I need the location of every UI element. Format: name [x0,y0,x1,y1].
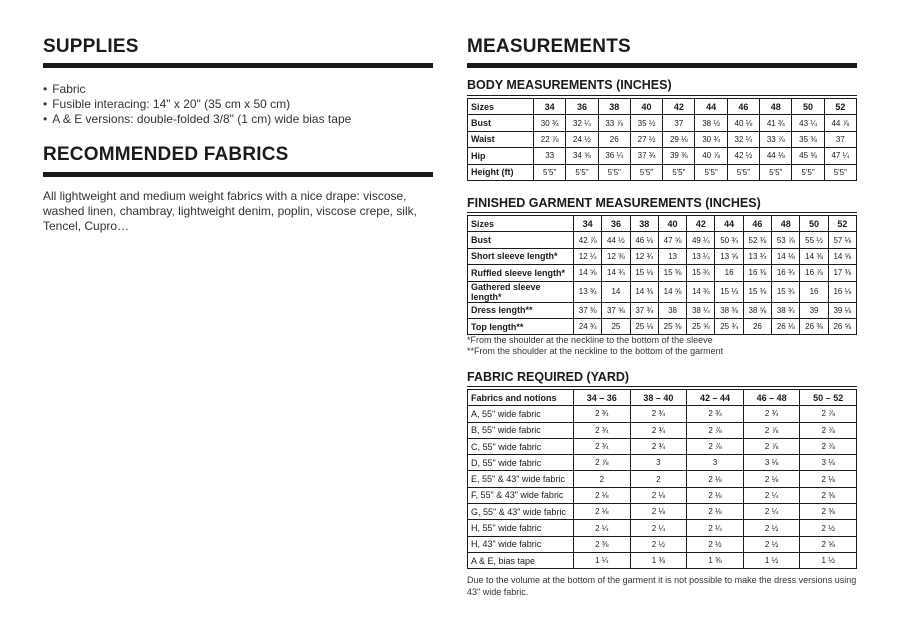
table-cell: 27 ½ [630,131,662,147]
table-cell: 45 ⅝ [792,148,824,164]
table-cell: 15 ⅛ [715,281,743,302]
table-cell: 57 ⅛ [828,232,856,248]
header-size: 44 [715,216,743,232]
table-row [468,422,857,438]
table-cell: 38 ⅜ [715,302,743,318]
row-label: Dress length** [468,302,574,318]
table-row [468,302,857,318]
table-cell: 42 ½ [727,148,759,164]
table-cell: 38 ¼ [687,302,715,318]
table-row [468,232,857,248]
measurements-title: MEASUREMENTS [467,36,631,57]
table-cell: 13 ¾ [574,281,602,302]
table-cell: 38 ½ [695,115,727,131]
table-cell: 38 ⅝ [743,302,771,318]
supplies-title: SUPPLIES [43,36,139,57]
table-cell: 2 ½ [800,520,857,536]
table-cell: 2 ⅞ [800,438,857,454]
measurements-rule [467,63,857,68]
table-cell: 32 ¼ [566,115,598,131]
table-cell: 25 ⅝ [687,318,715,334]
table-cell: 5'5" [695,164,727,180]
table-cell: 30 ¾ [695,131,727,147]
table-cell: 5'5" [598,164,630,180]
body-measurements-table [467,98,857,181]
table-cell: 5'5" [792,164,824,180]
table-cell: 1 ⅜ [630,552,687,568]
table-cell: 5'5" [663,164,695,180]
table-cell: 26 ⅛ [772,318,800,334]
table-cell: 13 ¾ [743,248,771,264]
table-cell: 46 ⅛ [630,232,658,248]
table-cell: 39 [800,302,828,318]
table-cell: 2 ⅞ [687,438,744,454]
table-cell: 37 ⅜ [574,302,602,318]
header-size: 42 – 44 [687,390,744,406]
table-cell: 2 ⅛ [687,471,744,487]
header-size: 38 [630,216,658,232]
table-cell: 26 [743,318,771,334]
table-cell: 2 ¼ [743,487,800,503]
table-cell: 2 ¾ [574,438,631,454]
header-size: 40 [630,99,662,115]
table-cell: 2 ¼ [574,520,631,536]
table-cell: 2 ¾ [630,438,687,454]
table-cell: 1 ½ [743,552,800,568]
table-cell: 2 ⅜ [800,504,857,520]
table-cell: 13 [658,248,686,264]
table-cell: 2 ¾ [687,406,744,422]
table-cell: 44 ½ [602,232,630,248]
table-cell: 2 ⅝ [800,536,857,552]
table-cell: 16 ⅞ [800,265,828,281]
table-cell: 2 ⅜ [574,536,631,552]
table-cell: 50 ¾ [715,232,743,248]
row-label: Ruffled sleeve length* [468,265,574,281]
supply-item: • Fusible interacing: 14" x 20" (35 cm x 50 cm) [43,97,433,112]
row-label: C, 55" wide fabric [468,438,574,454]
table-cell: 47 ⅝ [658,232,686,248]
table-cell: 37 ¾ [630,302,658,318]
table-cell: 5'5" [566,164,598,180]
recommended-fabrics-title: RECOMMENDED FABRICS [43,144,289,165]
supplies-rule [43,63,433,68]
header-size: 38 – 40 [630,390,687,406]
supply-item: • Fabric [43,82,433,97]
table-cell: 16 ¾ [772,265,800,281]
table-cell: 13 ¼ [687,248,715,264]
table-cell: 47 ¼ [824,148,856,164]
header-size: 46 [727,99,759,115]
table-cell: 2 ¾ [630,406,687,422]
table-cell: 16 ⅛ [828,281,856,302]
table-cell: 2 ½ [743,536,800,552]
table-cell: 2 ¾ [574,422,631,438]
table-cell: 35 ⅜ [792,131,824,147]
table-cell: 2 ⅛ [800,471,857,487]
row-label: G, 55" & 43" wide fabric [468,504,574,520]
table-cell: 2 ⅛ [574,504,631,520]
table-cell: 42 ⅞ [574,232,602,248]
table-cell: 22 ⅞ [534,131,566,147]
table-cell: 2 ¼ [687,520,744,536]
table-cell: 2 ⅞ [574,455,631,471]
supply-item: • A & E versions: double-folded 3/8" (1 cm) wide bias tape [43,112,433,127]
row-label: H, 55" wide fabric [468,520,574,536]
table-row [468,265,857,281]
table-cell: 5'5" [727,164,759,180]
table-row [468,406,857,422]
fabrics-text: All lightweight and medium weight fabrics with a nice drape: viscose, washed linen, chambray, lightweight denim, poplin, viscose crepe, silk, Tencel, Cupro… [43,189,417,233]
table-cell: 12 ⅜ [602,248,630,264]
table-cell: 2 ⅞ [800,406,857,422]
table-cell: 1 ⅜ [687,552,744,568]
header-size: 36 [566,99,598,115]
table-cell: 49 ¼ [687,232,715,248]
header-size: 46 – 48 [743,390,800,406]
table-row [468,536,857,552]
fabric-required-tbody [468,390,857,569]
table-cell: 2 ⅞ [743,438,800,454]
table-cell: 26 ⅜ [800,318,828,334]
table-cell: 16 ⅜ [743,265,771,281]
table-cell: 25 ⅜ [658,318,686,334]
table-cell: 52 ⅜ [743,232,771,248]
table-cell: 37 [663,115,695,131]
header-size: 50 – 52 [800,390,857,406]
table-row [468,115,857,131]
note-garment: **From the shoulder at the neckline to the bottom of the garment [467,346,724,356]
header-size: 48 [760,99,792,115]
table-cell: 13 ⅝ [715,248,743,264]
table-row [468,487,857,503]
row-label: F, 55" & 43" wide fabric [468,487,574,503]
table-cell: 2 ⅞ [687,422,744,438]
table-cell: 2 ½ [630,536,687,552]
table-cell: 25 [602,318,630,334]
table-cell: 2 ½ [687,536,744,552]
note-sleeve: *From the shoulder at the neckline to the bottom of the sleeve [467,335,713,345]
table-cell: 14 ¾ [602,265,630,281]
header-label: Sizes [468,99,534,115]
table-cell: 39 ⅜ [663,148,695,164]
table-cell: 2 ⅛ [687,487,744,503]
table-cell: 34 ⅝ [566,148,598,164]
header-size: 44 [695,99,727,115]
table-cell: 38 [658,302,686,318]
table-cell: 14 ¾ [687,281,715,302]
table-cell: 24 ¾ [574,318,602,334]
table-cell: 55 ½ [800,232,828,248]
table-cell: 2 ⅛ [574,487,631,503]
fabric-note: Due to the volume at the bottom of the garment it is not possible to make the dress versions using 43" wide fabric. [467,575,857,597]
row-label: Waist [468,131,534,147]
table-row [468,520,857,536]
header-size: 34 [574,216,602,232]
table-cell: 2 ⅞ [743,422,800,438]
table-cell: 15 ⅛ [630,265,658,281]
header-label: Fabrics and notions [468,390,574,406]
table-cell: 2 ⅛ [687,504,744,520]
table-cell: 3 ⅛ [743,455,800,471]
table-cell: 38 ¾ [772,302,800,318]
finished-measurements-rule [467,212,857,213]
body-measurements-title: BODY MEASUREMENTS (INCHES) [467,78,672,92]
table-cell: 5'5" [630,164,662,180]
table-cell: 15 ⅜ [743,281,771,302]
table-cell: 2 ⅛ [630,487,687,503]
row-label: E, 55" & 43" wide fabric [468,471,574,487]
table-cell: 1 ¼ [574,552,631,568]
table-row [468,504,857,520]
header-size: 50 [800,216,828,232]
table-cell: 53 ⅞ [772,232,800,248]
table-cell: 37 ⅝ [602,302,630,318]
table-row [468,164,857,180]
table-row [468,131,857,147]
table-cell: 2 ¾ [743,406,800,422]
header-size: 36 [602,216,630,232]
table-cell: 41 ¾ [760,115,792,131]
row-label: Top length** [468,318,574,334]
table-cell: 2 ½ [743,520,800,536]
fabrics-rule [43,172,433,177]
table-cell: 3 ⅛ [800,455,857,471]
table-cell: 17 ⅜ [828,265,856,281]
table-cell: 25 ⅛ [630,318,658,334]
table-cell: 12 ¾ [630,248,658,264]
table-cell: 35 ½ [630,115,662,131]
table-cell: 16 [800,281,828,302]
row-label: Short sleeve length* [468,248,574,264]
row-label: D, 55" wide fabric [468,455,574,471]
supplies-list-wrap [43,82,433,127]
header-size: 50 [792,99,824,115]
header-size: 48 [772,216,800,232]
table-cell: 2 [630,471,687,487]
table-cell: 5'5" [534,164,566,180]
row-label: A, 55" wide fabric [468,406,574,422]
table-cell: 30 ¾ [534,115,566,131]
table-cell: 24 ½ [566,131,598,147]
table-cell: 25 ¾ [715,318,743,334]
table-cell: 14 ⅝ [658,281,686,302]
table-cell: 2 ⅛ [743,471,800,487]
table-cell: 2 ¾ [630,422,687,438]
fabric-required-title: FABRIC REQUIRED (YARD) [467,370,630,384]
table-cell: 2 ⅛ [630,504,687,520]
header-size: 42 [687,216,715,232]
body-measurements-rule [467,95,857,96]
table-row [468,455,857,471]
table-cell: 40 ⅞ [695,148,727,164]
table-cell: 33 ⅞ [760,131,792,147]
table-header-row [468,99,857,115]
table-cell: 33 ⅞ [598,115,630,131]
table-cell: 2 ¼ [630,520,687,536]
row-label: B, 55" wide fabric [468,422,574,438]
header-size: 52 [824,99,856,115]
header-label: Sizes [468,216,574,232]
body-measurements-tbody [468,99,857,181]
header-size: 34 [534,99,566,115]
table-cell: 14 ⅝ [828,248,856,264]
table-cell: 2 [574,471,631,487]
table-cell: 29 ⅛ [663,131,695,147]
table-cell: 40 ⅛ [727,115,759,131]
table-row [468,148,857,164]
header-size: 46 [743,216,771,232]
header-size: 42 [663,99,695,115]
table-cell: 12 ¼ [574,248,602,264]
table-cell: 15 ¾ [687,265,715,281]
table-cell: 5'5" [824,164,856,180]
table-cell: 2 ¼ [743,504,800,520]
supplies-list [43,82,433,127]
table-row [468,281,857,302]
header-size: 52 [828,216,856,232]
table-cell: 16 [715,265,743,281]
table-row [468,552,857,568]
table-cell: 43 ¼ [792,115,824,131]
row-label: Hip [468,148,534,164]
row-label: Height (ft) [468,164,534,180]
table-cell: 33 [534,148,566,164]
fabric-required-table [467,389,857,569]
table-cell: 39 ⅛ [828,302,856,318]
fabric-required-rule [467,386,857,387]
table-cell: 1 ½ [800,552,857,568]
table-row [468,318,857,334]
table-cell: 15 ⅜ [658,265,686,281]
finished-notes [467,335,857,357]
header-size: 40 [658,216,686,232]
table-cell: 5'5" [760,164,792,180]
row-label: Gathered sleeve length* [468,281,574,302]
table-header-row [468,216,857,232]
table-cell: 2 ⅜ [800,487,857,503]
table-cell: 3 [630,455,687,471]
table-cell: 14 ⅜ [630,281,658,302]
table-cell: 26 [598,131,630,147]
table-cell: 14 ⅜ [800,248,828,264]
table-row [468,248,857,264]
table-cell: 2 ⅞ [800,422,857,438]
table-cell: 15 ¾ [772,281,800,302]
table-cell: 2 ¾ [574,406,631,422]
table-cell: 32 ¼ [727,131,759,147]
table-cell: 36 ¼ [598,148,630,164]
header-size: 34 – 36 [574,390,631,406]
row-label: A & E, bias tape [468,552,574,568]
table-row [468,438,857,454]
table-cell: 26 ⅝ [828,318,856,334]
finished-measurements-title: FINISHED GARMENT MEASUREMENTS (INCHES) [467,196,761,210]
table-cell: 14 ⅛ [772,248,800,264]
finished-measurements-tbody [468,216,857,335]
table-cell: 44 ⅞ [824,115,856,131]
table-cell: 14 ⅝ [574,265,602,281]
table-row [468,471,857,487]
table-cell: 14 [602,281,630,302]
row-label: Bust [468,115,534,131]
table-header-row [468,390,857,406]
row-label: H, 43" wide fabric [468,536,574,552]
table-cell: 3 [687,455,744,471]
header-size: 38 [598,99,630,115]
finished-measurements-table [467,215,857,335]
table-cell: 37 [824,131,856,147]
row-label: Bust [468,232,574,248]
table-cell: 37 ¾ [630,148,662,164]
table-cell: 44 ⅛ [760,148,792,164]
